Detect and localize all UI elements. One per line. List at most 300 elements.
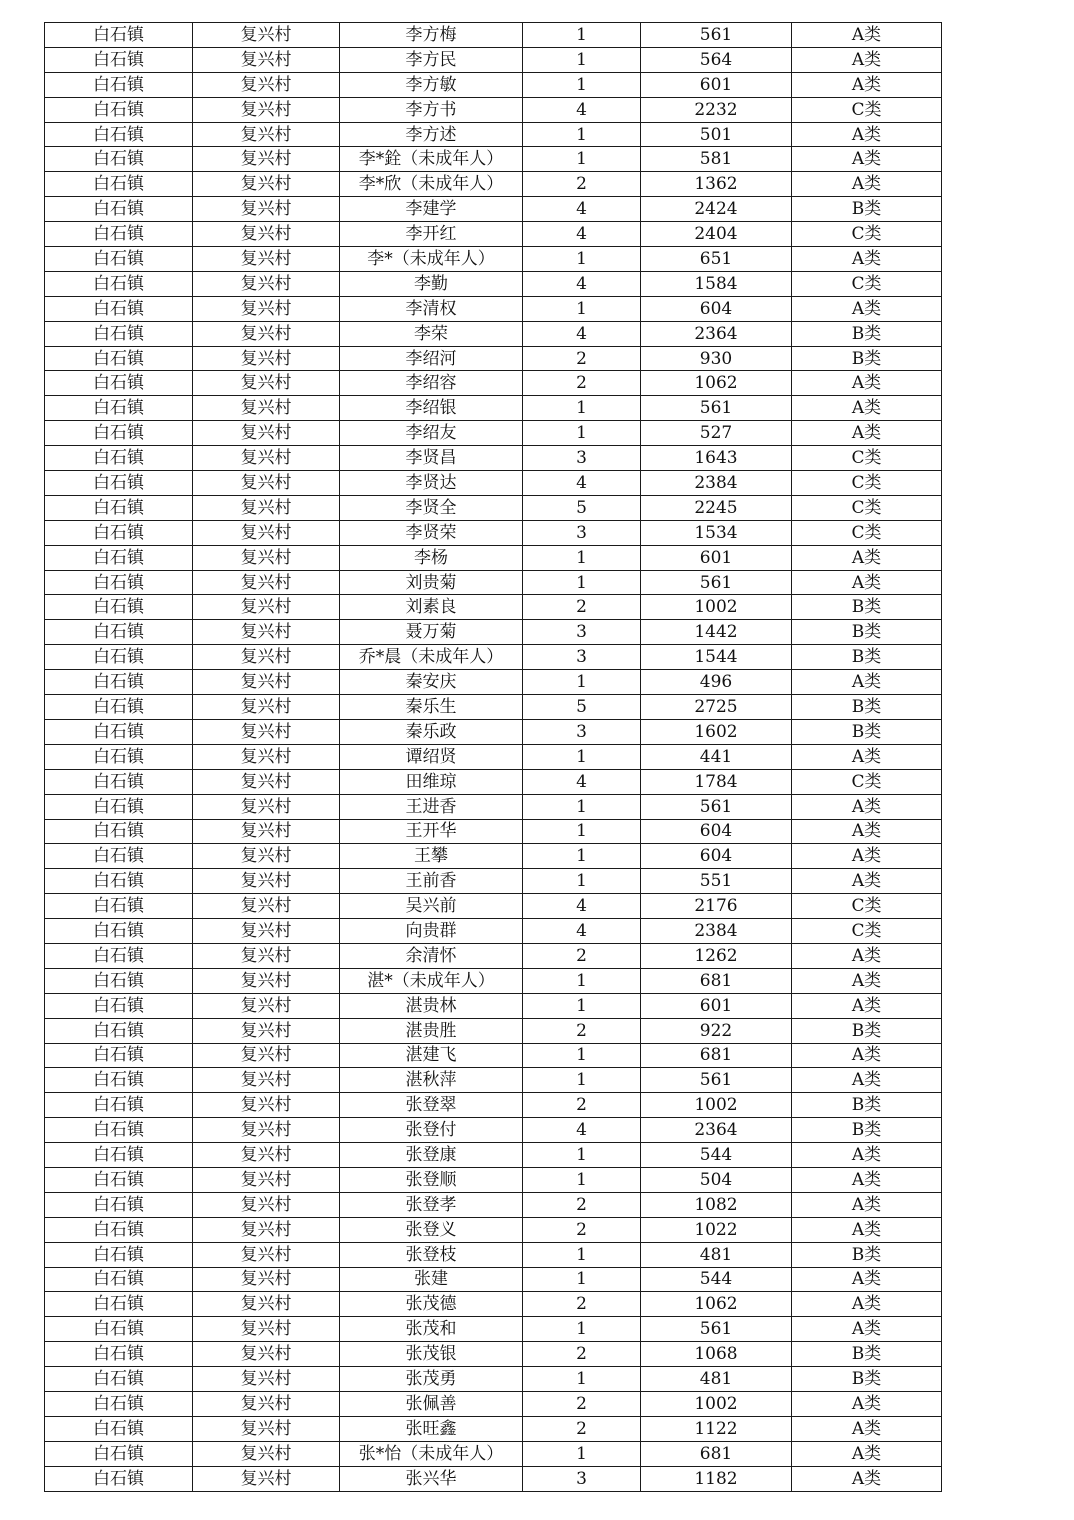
village-cell: 复兴村 <box>193 1242 340 1267</box>
name-cell: 李方述 <box>340 122 523 147</box>
data-table <box>44 22 942 1492</box>
amount-cell: 1534 <box>641 520 792 545</box>
table-row <box>45 894 942 919</box>
name-cell: 张建 <box>340 1267 523 1292</box>
household-size-cell: 1 <box>523 1317 641 1342</box>
town-cell: 白石镇 <box>45 1441 193 1466</box>
village-cell: 复兴村 <box>193 819 340 844</box>
category-cell: A类 <box>792 993 942 1018</box>
category-cell: B类 <box>792 1018 942 1043</box>
category-cell: A类 <box>792 147 942 172</box>
category-cell: A类 <box>792 545 942 570</box>
village-cell: 复兴村 <box>193 1342 340 1367</box>
household-size-cell: 1 <box>523 1242 641 1267</box>
household-size-cell: 1 <box>523 545 641 570</box>
town-cell: 白石镇 <box>45 172 193 197</box>
amount-cell: 1062 <box>641 1292 792 1317</box>
category-cell: C类 <box>792 520 942 545</box>
town-cell: 白石镇 <box>45 520 193 545</box>
household-size-cell: 4 <box>523 1118 641 1143</box>
town-cell: 白石镇 <box>45 23 193 48</box>
category-cell: A类 <box>792 968 942 993</box>
village-cell: 复兴村 <box>193 321 340 346</box>
name-cell: 田维琼 <box>340 769 523 794</box>
town-cell: 白石镇 <box>45 545 193 570</box>
table-row <box>45 471 942 496</box>
table-row <box>45 47 942 72</box>
category-cell: B类 <box>792 595 942 620</box>
name-cell: 张登付 <box>340 1118 523 1143</box>
town-cell: 白石镇 <box>45 197 193 222</box>
name-cell: 张佩善 <box>340 1391 523 1416</box>
amount-cell: 561 <box>641 1317 792 1342</box>
village-cell: 复兴村 <box>193 1367 340 1392</box>
household-size-cell: 2 <box>523 1292 641 1317</box>
amount-cell: 1002 <box>641 595 792 620</box>
table-row <box>45 23 942 48</box>
amount-cell: 2245 <box>641 495 792 520</box>
village-cell: 复兴村 <box>193 1317 340 1342</box>
name-cell: 李绍容 <box>340 371 523 396</box>
name-cell: 李贤达 <box>340 471 523 496</box>
category-cell: B类 <box>792 645 942 670</box>
name-cell: 李勤 <box>340 271 523 296</box>
village-cell: 复兴村 <box>193 719 340 744</box>
household-size-cell: 1 <box>523 570 641 595</box>
household-size-cell: 1 <box>523 869 641 894</box>
town-cell: 白石镇 <box>45 72 193 97</box>
name-cell: 王开华 <box>340 819 523 844</box>
household-size-cell: 1 <box>523 968 641 993</box>
household-size-cell: 1 <box>523 421 641 446</box>
table-row <box>45 271 942 296</box>
village-cell: 复兴村 <box>193 1441 340 1466</box>
table-row <box>45 844 942 869</box>
village-cell: 复兴村 <box>193 172 340 197</box>
household-size-cell: 4 <box>523 471 641 496</box>
table-row <box>45 72 942 97</box>
amount-cell: 1362 <box>641 172 792 197</box>
amount-cell: 922 <box>641 1018 792 1043</box>
table-row <box>45 1342 942 1367</box>
village-cell: 复兴村 <box>193 919 340 944</box>
table-row <box>45 670 942 695</box>
amount-cell: 2725 <box>641 695 792 720</box>
amount-cell: 561 <box>641 396 792 421</box>
household-size-cell: 3 <box>523 446 641 471</box>
table-row <box>45 943 942 968</box>
household-size-cell: 4 <box>523 197 641 222</box>
table-row <box>45 1242 942 1267</box>
amount-cell: 527 <box>641 421 792 446</box>
household-size-cell: 1 <box>523 147 641 172</box>
category-cell: B类 <box>792 197 942 222</box>
table-body <box>45 23 942 1492</box>
table-row <box>45 1317 942 1342</box>
table-row <box>45 172 942 197</box>
amount-cell: 604 <box>641 296 792 321</box>
name-cell: 李绍河 <box>340 346 523 371</box>
amount-cell: 441 <box>641 744 792 769</box>
town-cell: 白石镇 <box>45 396 193 421</box>
table-row <box>45 769 942 794</box>
category-cell: B类 <box>792 1342 942 1367</box>
household-size-cell: 1 <box>523 122 641 147</box>
village-cell: 复兴村 <box>193 396 340 421</box>
town-cell: 白石镇 <box>45 1143 193 1168</box>
table-row <box>45 993 942 1018</box>
village-cell: 复兴村 <box>193 1093 340 1118</box>
amount-cell: 504 <box>641 1167 792 1192</box>
amount-cell: 2424 <box>641 197 792 222</box>
town-cell: 白石镇 <box>45 1192 193 1217</box>
table-row <box>45 296 942 321</box>
village-cell: 复兴村 <box>193 695 340 720</box>
name-cell: 秦安庆 <box>340 670 523 695</box>
name-cell: 刘素良 <box>340 595 523 620</box>
town-cell: 白石镇 <box>45 819 193 844</box>
village-cell: 复兴村 <box>193 1018 340 1043</box>
category-cell: C类 <box>792 894 942 919</box>
amount-cell: 1262 <box>641 943 792 968</box>
amount-cell: 651 <box>641 247 792 272</box>
village-cell: 复兴村 <box>193 570 340 595</box>
category-cell: A类 <box>792 1192 942 1217</box>
category-cell: A类 <box>792 794 942 819</box>
category-cell: A类 <box>792 1167 942 1192</box>
name-cell: 李绍友 <box>340 421 523 446</box>
category-cell: A类 <box>792 943 942 968</box>
village-cell: 复兴村 <box>193 894 340 919</box>
household-size-cell: 1 <box>523 1043 641 1068</box>
village-cell: 复兴村 <box>193 421 340 446</box>
town-cell: 白石镇 <box>45 645 193 670</box>
name-cell: 李方梅 <box>340 23 523 48</box>
table-row <box>45 97 942 122</box>
town-cell: 白石镇 <box>45 894 193 919</box>
name-cell: 李方民 <box>340 47 523 72</box>
name-cell: 王攀 <box>340 844 523 869</box>
household-size-cell: 1 <box>523 844 641 869</box>
town-cell: 白石镇 <box>45 993 193 1018</box>
village-cell: 复兴村 <box>193 122 340 147</box>
amount-cell: 581 <box>641 147 792 172</box>
amount-cell: 561 <box>641 23 792 48</box>
category-cell: A类 <box>792 396 942 421</box>
town-cell: 白石镇 <box>45 1416 193 1441</box>
name-cell: 张登义 <box>340 1217 523 1242</box>
amount-cell: 930 <box>641 346 792 371</box>
name-cell: 李*欣（未成年人） <box>340 172 523 197</box>
town-cell: 白石镇 <box>45 47 193 72</box>
village-cell: 复兴村 <box>193 993 340 1018</box>
town-cell: 白石镇 <box>45 695 193 720</box>
table-row <box>45 794 942 819</box>
category-cell: A类 <box>792 844 942 869</box>
table-row <box>45 247 942 272</box>
name-cell: 湛贵胜 <box>340 1018 523 1043</box>
village-cell: 复兴村 <box>193 471 340 496</box>
town-cell: 白石镇 <box>45 321 193 346</box>
amount-cell: 1122 <box>641 1416 792 1441</box>
table-row <box>45 1143 942 1168</box>
town-cell: 白石镇 <box>45 570 193 595</box>
town-cell: 白石镇 <box>45 1118 193 1143</box>
town-cell: 白石镇 <box>45 1292 193 1317</box>
name-cell: 李贤荣 <box>340 520 523 545</box>
household-size-cell: 4 <box>523 222 641 247</box>
table-row <box>45 197 942 222</box>
village-cell: 复兴村 <box>193 222 340 247</box>
village-cell: 复兴村 <box>193 545 340 570</box>
village-cell: 复兴村 <box>193 495 340 520</box>
table-row <box>45 620 942 645</box>
category-cell: B类 <box>792 620 942 645</box>
amount-cell: 1002 <box>641 1391 792 1416</box>
amount-cell: 1082 <box>641 1192 792 1217</box>
name-cell: 张茂银 <box>340 1342 523 1367</box>
village-cell: 复兴村 <box>193 794 340 819</box>
town-cell: 白石镇 <box>45 744 193 769</box>
town-cell: 白石镇 <box>45 769 193 794</box>
town-cell: 白石镇 <box>45 1267 193 1292</box>
table-row <box>45 1391 942 1416</box>
village-cell: 复兴村 <box>193 247 340 272</box>
table-row <box>45 122 942 147</box>
name-cell: 李贤昌 <box>340 446 523 471</box>
category-cell: A类 <box>792 1143 942 1168</box>
town-cell: 白石镇 <box>45 122 193 147</box>
household-size-cell: 2 <box>523 1217 641 1242</box>
amount-cell: 1068 <box>641 1342 792 1367</box>
category-cell: C类 <box>792 495 942 520</box>
household-size-cell: 1 <box>523 1068 641 1093</box>
amount-cell: 1442 <box>641 620 792 645</box>
village-cell: 复兴村 <box>193 1217 340 1242</box>
table-row <box>45 1068 942 1093</box>
table-row <box>45 495 942 520</box>
household-size-cell: 2 <box>523 943 641 968</box>
table-row <box>45 346 942 371</box>
category-cell: A类 <box>792 1292 942 1317</box>
household-size-cell: 5 <box>523 695 641 720</box>
household-size-cell: 4 <box>523 321 641 346</box>
name-cell: 湛*（未成年人） <box>340 968 523 993</box>
table-row <box>45 595 942 620</box>
name-cell: 刘贵菊 <box>340 570 523 595</box>
household-size-cell: 2 <box>523 346 641 371</box>
town-cell: 白石镇 <box>45 471 193 496</box>
amount-cell: 2384 <box>641 471 792 496</box>
town-cell: 白石镇 <box>45 421 193 446</box>
category-cell: A类 <box>792 1267 942 1292</box>
category-cell: A类 <box>792 122 942 147</box>
village-cell: 复兴村 <box>193 943 340 968</box>
name-cell: 王前香 <box>340 869 523 894</box>
town-cell: 白石镇 <box>45 495 193 520</box>
household-size-cell: 1 <box>523 794 641 819</box>
category-cell: A类 <box>792 1391 942 1416</box>
town-cell: 白石镇 <box>45 919 193 944</box>
category-cell: A类 <box>792 172 942 197</box>
household-size-cell: 1 <box>523 670 641 695</box>
household-size-cell: 1 <box>523 47 641 72</box>
village-cell: 复兴村 <box>193 769 340 794</box>
household-size-cell: 2 <box>523 371 641 396</box>
village-cell: 复兴村 <box>193 520 340 545</box>
village-cell: 复兴村 <box>193 1167 340 1192</box>
table-row <box>45 968 942 993</box>
amount-cell: 2232 <box>641 97 792 122</box>
village-cell: 复兴村 <box>193 147 340 172</box>
category-cell: C类 <box>792 222 942 247</box>
town-cell: 白石镇 <box>45 1391 193 1416</box>
amount-cell: 544 <box>641 1267 792 1292</box>
town-cell: 白石镇 <box>45 147 193 172</box>
village-cell: 复兴村 <box>193 23 340 48</box>
name-cell: 张茂德 <box>340 1292 523 1317</box>
table-row <box>45 744 942 769</box>
category-cell: A类 <box>792 744 942 769</box>
household-size-cell: 2 <box>523 1093 641 1118</box>
household-size-cell: 2 <box>523 1391 641 1416</box>
name-cell: 张旺鑫 <box>340 1416 523 1441</box>
category-cell: B类 <box>792 1118 942 1143</box>
category-cell: B类 <box>792 1242 942 1267</box>
amount-cell: 2404 <box>641 222 792 247</box>
table-row <box>45 545 942 570</box>
category-cell: A类 <box>792 1441 942 1466</box>
category-cell: A类 <box>792 72 942 97</box>
amount-cell: 681 <box>641 1441 792 1466</box>
amount-cell: 561 <box>641 794 792 819</box>
town-cell: 白石镇 <box>45 247 193 272</box>
category-cell: C类 <box>792 471 942 496</box>
name-cell: 湛贵林 <box>340 993 523 1018</box>
town-cell: 白石镇 <box>45 97 193 122</box>
town-cell: 白石镇 <box>45 1068 193 1093</box>
category-cell: B类 <box>792 695 942 720</box>
town-cell: 白石镇 <box>45 670 193 695</box>
household-size-cell: 3 <box>523 520 641 545</box>
household-size-cell: 1 <box>523 1267 641 1292</box>
town-cell: 白石镇 <box>45 869 193 894</box>
name-cell: 向贵群 <box>340 919 523 944</box>
table-row <box>45 719 942 744</box>
household-size-cell: 1 <box>523 993 641 1018</box>
amount-cell: 561 <box>641 570 792 595</box>
category-cell: C类 <box>792 271 942 296</box>
name-cell: 张登翠 <box>340 1093 523 1118</box>
table-row <box>45 919 942 944</box>
household-size-cell: 2 <box>523 1342 641 1367</box>
category-cell: A类 <box>792 1466 942 1491</box>
town-cell: 白石镇 <box>45 446 193 471</box>
category-cell: B类 <box>792 719 942 744</box>
household-size-cell: 1 <box>523 296 641 321</box>
household-size-cell: 1 <box>523 1441 641 1466</box>
amount-cell: 561 <box>641 1068 792 1093</box>
name-cell: 李建学 <box>340 197 523 222</box>
table-row <box>45 446 942 471</box>
amount-cell: 681 <box>641 1043 792 1068</box>
table-row <box>45 222 942 247</box>
village-cell: 复兴村 <box>193 1143 340 1168</box>
village-cell: 复兴村 <box>193 1043 340 1068</box>
town-cell: 白石镇 <box>45 1093 193 1118</box>
town-cell: 白石镇 <box>45 222 193 247</box>
household-size-cell: 3 <box>523 1466 641 1491</box>
name-cell: 余清怀 <box>340 943 523 968</box>
table-row <box>45 1292 942 1317</box>
household-size-cell: 1 <box>523 247 641 272</box>
town-cell: 白石镇 <box>45 371 193 396</box>
table-row <box>45 1093 942 1118</box>
name-cell: 张登康 <box>340 1143 523 1168</box>
amount-cell: 601 <box>641 72 792 97</box>
table-row <box>45 396 942 421</box>
category-cell: A类 <box>792 869 942 894</box>
household-size-cell: 3 <box>523 620 641 645</box>
household-size-cell: 3 <box>523 645 641 670</box>
table-row <box>45 819 942 844</box>
name-cell: 湛秋萍 <box>340 1068 523 1093</box>
amount-cell: 501 <box>641 122 792 147</box>
name-cell: 谭绍贤 <box>340 744 523 769</box>
village-cell: 复兴村 <box>193 744 340 769</box>
name-cell: 秦乐生 <box>340 695 523 720</box>
table-row <box>45 869 942 894</box>
town-cell: 白石镇 <box>45 271 193 296</box>
amount-cell: 544 <box>641 1143 792 1168</box>
amount-cell: 1544 <box>641 645 792 670</box>
village-cell: 复兴村 <box>193 271 340 296</box>
name-cell: 李开红 <box>340 222 523 247</box>
household-size-cell: 1 <box>523 1143 641 1168</box>
amount-cell: 481 <box>641 1367 792 1392</box>
table-row <box>45 371 942 396</box>
table-row <box>45 1416 942 1441</box>
table-row <box>45 1043 942 1068</box>
town-cell: 白石镇 <box>45 719 193 744</box>
village-cell: 复兴村 <box>193 1267 340 1292</box>
village-cell: 复兴村 <box>193 620 340 645</box>
amount-cell: 2364 <box>641 1118 792 1143</box>
category-cell: A类 <box>792 819 942 844</box>
table-row <box>45 1192 942 1217</box>
category-cell: A类 <box>792 296 942 321</box>
table-row <box>45 695 942 720</box>
category-cell: A类 <box>792 1317 942 1342</box>
town-cell: 白石镇 <box>45 1317 193 1342</box>
table-row <box>45 570 942 595</box>
household-size-cell: 2 <box>523 1018 641 1043</box>
amount-cell: 1602 <box>641 719 792 744</box>
table-row <box>45 1217 942 1242</box>
town-cell: 白石镇 <box>45 1466 193 1491</box>
amount-cell: 564 <box>641 47 792 72</box>
village-cell: 复兴村 <box>193 1118 340 1143</box>
name-cell: 李绍银 <box>340 396 523 421</box>
table-row <box>45 645 942 670</box>
table-row <box>45 1367 942 1392</box>
household-size-cell: 1 <box>523 72 641 97</box>
amount-cell: 1643 <box>641 446 792 471</box>
amount-cell: 1062 <box>641 371 792 396</box>
town-cell: 白石镇 <box>45 1217 193 1242</box>
category-cell: A类 <box>792 47 942 72</box>
amount-cell: 1784 <box>641 769 792 794</box>
